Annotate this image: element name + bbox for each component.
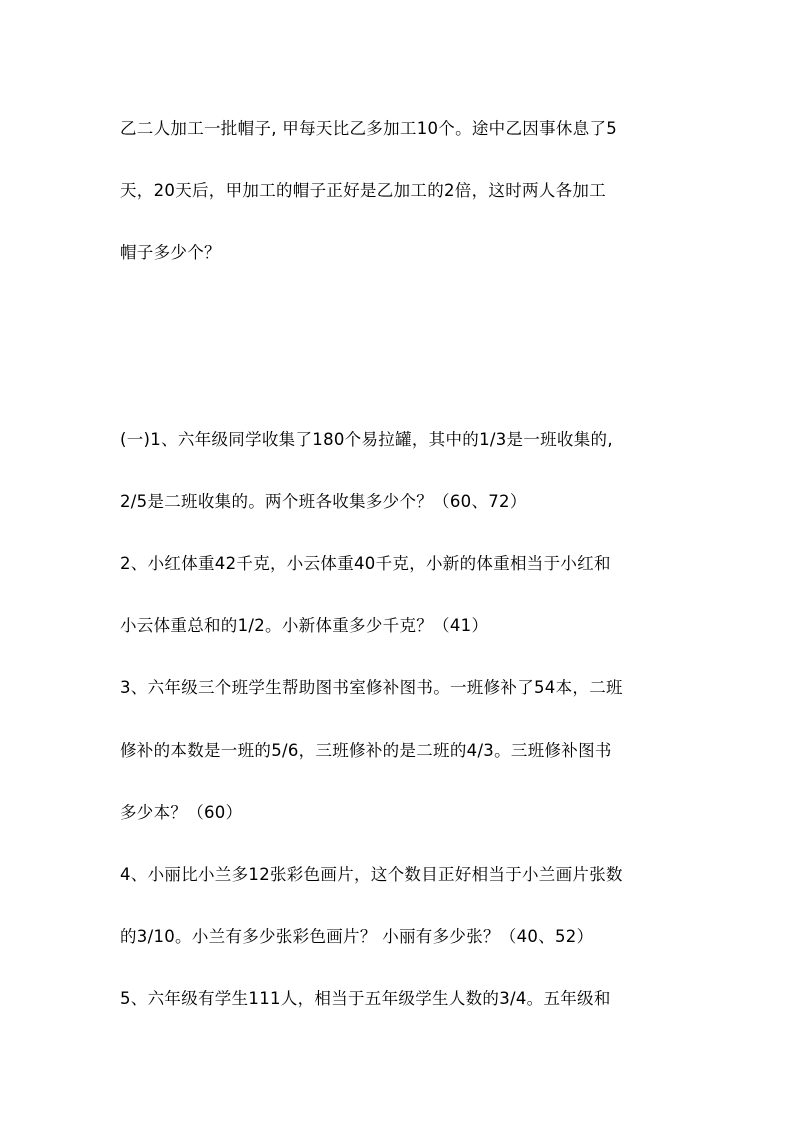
text-line-10: 多少本？（60）	[120, 803, 243, 822]
text-line-1: 乙二人加工一批帽子, 甲每天比乙多加工10个。途中乙因事休息了5	[120, 119, 618, 138]
text-line-11: 4、小丽比小兰多12张彩色画片，这个数目正好相当于小兰画片张数	[120, 865, 623, 884]
text-line-12: 的3/10。小兰有多少张彩色画片？ 小丽有多少张？（40、52）	[120, 927, 594, 946]
text-line-3: 帽子多少个？	[120, 243, 221, 262]
text-line-13: 5、六年级有学生111人，相当于五年级学生人数的3/4。五年级和	[120, 989, 611, 1008]
text-line-8: 3、六年级三个班学生帮助图书室修补图书。一班修补了54本，二班	[120, 678, 623, 697]
text-line-4: (一)1、六年级同学收集了180个易拉罐，其中的1/3是一班收集的,	[120, 430, 613, 449]
text-line-5: 2/5是二班收集的。两个班各收集多少个？（60、72）	[120, 492, 527, 511]
text-line-9: 修补的本数是一班的5/6，三班修补的是二班的4/3。三班修补图书	[120, 741, 612, 760]
text-line-6: 2、小红体重42千克，小云体重40千克，小新的体重相当于小红和	[120, 554, 611, 573]
text-line-2: 天，20天后，甲加工的帽子正好是乙加工的2倍，这时两人各加工	[120, 181, 606, 200]
text-line-7: 小云体重总和的1/2。小新体重多少千克？（41）	[120, 616, 489, 635]
